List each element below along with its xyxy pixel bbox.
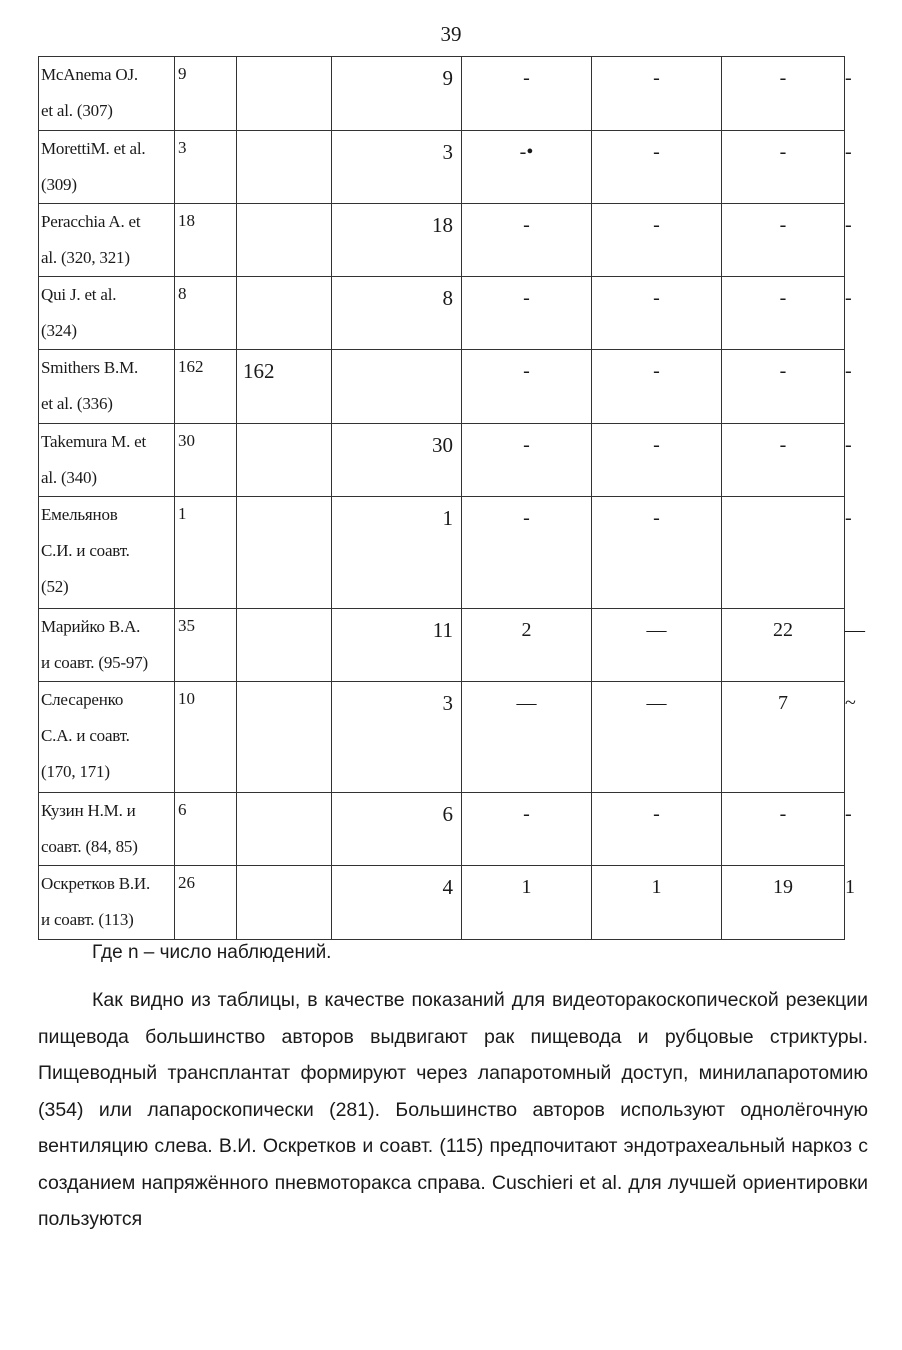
value-cell: [237, 793, 332, 866]
n-cell: 6: [175, 793, 237, 866]
value-cell: 1: [332, 497, 462, 609]
value-cell: -: [722, 131, 845, 204]
n-cell: 35: [175, 609, 237, 682]
value-cell: -: [722, 57, 845, 131]
value-cell: -: [722, 277, 845, 350]
value-cell: 162: [237, 350, 332, 424]
n-cell: 10: [175, 682, 237, 793]
value-cell: -: [462, 57, 592, 131]
table-row: MorettiM. et al. (309) 3 3 -• - - -: [39, 131, 845, 204]
author-line: Марийко В.А.: [41, 617, 141, 636]
table-row: Емельянов С.И. и соавт. (52) 1 1 - - -: [39, 497, 845, 609]
author-cell: [39, 609, 175, 682]
author-cell: [39, 350, 175, 424]
value-cell: -: [462, 204, 592, 277]
value-cell: [237, 424, 332, 497]
value-cell: -: [462, 277, 592, 350]
table-row: Кузин Н.М. и соавт. (84, 85) 6 6 - - - -: [39, 793, 845, 866]
value-cell: [237, 497, 332, 609]
value-cell: 11: [332, 609, 462, 682]
n-cell: 1: [175, 497, 237, 609]
author-line: и соавт. (113): [41, 910, 134, 929]
value-cell: [237, 204, 332, 277]
table-row: Оскретков В.И. и соавт. (113) 26 4 1 1 19 1: [39, 866, 845, 940]
value-cell: 2: [462, 609, 592, 682]
author-line: McAnema OJ.: [41, 65, 138, 84]
author-line: MorettiM. et al.: [41, 139, 146, 158]
table-row: Smithers B.M. et al. (336) 162 162 - - - -: [39, 350, 845, 424]
value-cell: 9: [332, 57, 462, 131]
value-cell: -: [592, 497, 722, 609]
value-cell: [237, 277, 332, 350]
author-line: (170, 171): [41, 762, 110, 781]
author-line: и соавт. (95-97): [41, 653, 148, 672]
author-cell: [39, 682, 175, 793]
value-cell: 4: [332, 866, 462, 940]
value-cell: -: [592, 57, 722, 131]
value-cell: —: [592, 609, 722, 682]
value-cell: -: [592, 277, 722, 350]
value-cell: 19: [722, 866, 845, 940]
author-line: соавт. (84, 85): [41, 837, 138, 856]
author-cell: [39, 204, 175, 277]
author-line: Takemura M. et: [41, 432, 147, 451]
author-line: Qui J. et al.: [41, 285, 117, 304]
table-row: Qui J. et al. (324) 8 8 - - - -: [39, 277, 845, 350]
author-line: Слесаренко: [41, 690, 124, 709]
author-cell: [39, 793, 175, 866]
table-body: [39, 57, 865, 940]
value-cell: [722, 497, 845, 609]
author-line: et al. (307): [41, 101, 113, 120]
value-cell: -: [592, 350, 722, 424]
author-cell: [39, 277, 175, 350]
author-line: С.И. и соавт.: [41, 541, 130, 560]
n-cell: 8: [175, 277, 237, 350]
author-cell: [39, 57, 175, 131]
n-cell: 3: [175, 131, 237, 204]
author-cell: [39, 424, 175, 497]
author-cell: [39, 497, 175, 609]
author-line: Емельянов: [41, 505, 118, 524]
value-cell: 8: [332, 277, 462, 350]
value-cell: [237, 682, 332, 793]
table-row: Слесаренко С.А. и соавт. (170, 171) 10 3 — — 7 ~: [39, 682, 845, 793]
table-row: Takemura M. et al. (340) 30 30 - - - -: [39, 424, 845, 497]
table-row: Peracchia A. et al. (320, 321) 18 18 - - - -: [39, 204, 845, 277]
table-row: McAnema OJ. et al. (307) 9 9 - - - -: [39, 57, 845, 131]
value-cell: 7: [722, 682, 845, 793]
author-cell: [39, 131, 175, 204]
value-cell: 3: [332, 682, 462, 793]
value-cell: -: [462, 497, 592, 609]
authors-table: [38, 56, 865, 940]
value-cell: 30: [332, 424, 462, 497]
value-cell: -: [722, 350, 845, 424]
author-line: al. (340): [41, 468, 97, 487]
author-line: Кузин Н.М. и: [41, 801, 136, 820]
value-cell: [237, 866, 332, 940]
table-note: Где n – число наблюдений.: [92, 942, 332, 963]
value-cell: -: [462, 350, 592, 424]
author-line: al. (320, 321): [41, 248, 130, 267]
author-line: (52): [41, 577, 69, 596]
author-line: (309): [41, 175, 77, 194]
n-cell: 30: [175, 424, 237, 497]
table-row: Марийко В.А. и соавт. (95-97) 35 11 2 — 22 —: [39, 609, 845, 682]
value-cell: 1: [592, 866, 722, 940]
value-cell: 18: [332, 204, 462, 277]
n-cell: 162: [175, 350, 237, 424]
n-cell: 18: [175, 204, 237, 277]
author-cell: [39, 866, 175, 940]
value-cell: -: [722, 424, 845, 497]
n-cell: 9: [175, 57, 237, 131]
n-cell: 26: [175, 866, 237, 940]
value-cell: -: [462, 424, 592, 497]
author-line: Оскретков В.И.: [41, 874, 151, 893]
value-cell: -: [592, 793, 722, 866]
author-line: Peracchia A. et: [41, 212, 141, 231]
value-cell: -: [722, 793, 845, 866]
author-line: et al. (336): [41, 394, 113, 413]
value-cell: -: [722, 204, 845, 277]
value-cell: -•: [462, 131, 592, 204]
value-cell: —: [462, 682, 592, 793]
value-cell: [332, 350, 462, 424]
value-cell: -: [592, 131, 722, 204]
value-cell: -: [592, 204, 722, 277]
value-cell: 22: [722, 609, 845, 682]
body-paragraph: Как видно из таблицы, в качестве показаний для видеоторакоскопической резекции пищевода большинство авторов выдвигают рак пищевода и рубцовые стриктуры. Пищеводный трансплантат формируют через лапаротомный доступ, минилапаротомию (354) или лапароскопически (281). Большинство авторов используют однолёгочную вентиляцию слева. В.И. Оскретков и соавт. (115) предпочитают эндотрахеальный наркоз с созданием напряжённого пневмоторакса справа. Cuschieri et al. для лучшей ориентировки пользуются: [38, 989, 868, 1230]
value-cell: -: [592, 424, 722, 497]
value-cell: [237, 57, 332, 131]
value-cell: [237, 609, 332, 682]
author-line: (324): [41, 321, 77, 340]
value-cell: -: [462, 793, 592, 866]
value-cell: 3: [332, 131, 462, 204]
page-number: 39: [440, 22, 462, 46]
author-line: Smithers B.M.: [41, 358, 139, 377]
value-cell: —: [592, 682, 722, 793]
value-cell: 6: [332, 793, 462, 866]
author-line: С.А. и соавт.: [41, 726, 130, 745]
value-cell: 1: [462, 866, 592, 940]
value-cell: [237, 131, 332, 204]
